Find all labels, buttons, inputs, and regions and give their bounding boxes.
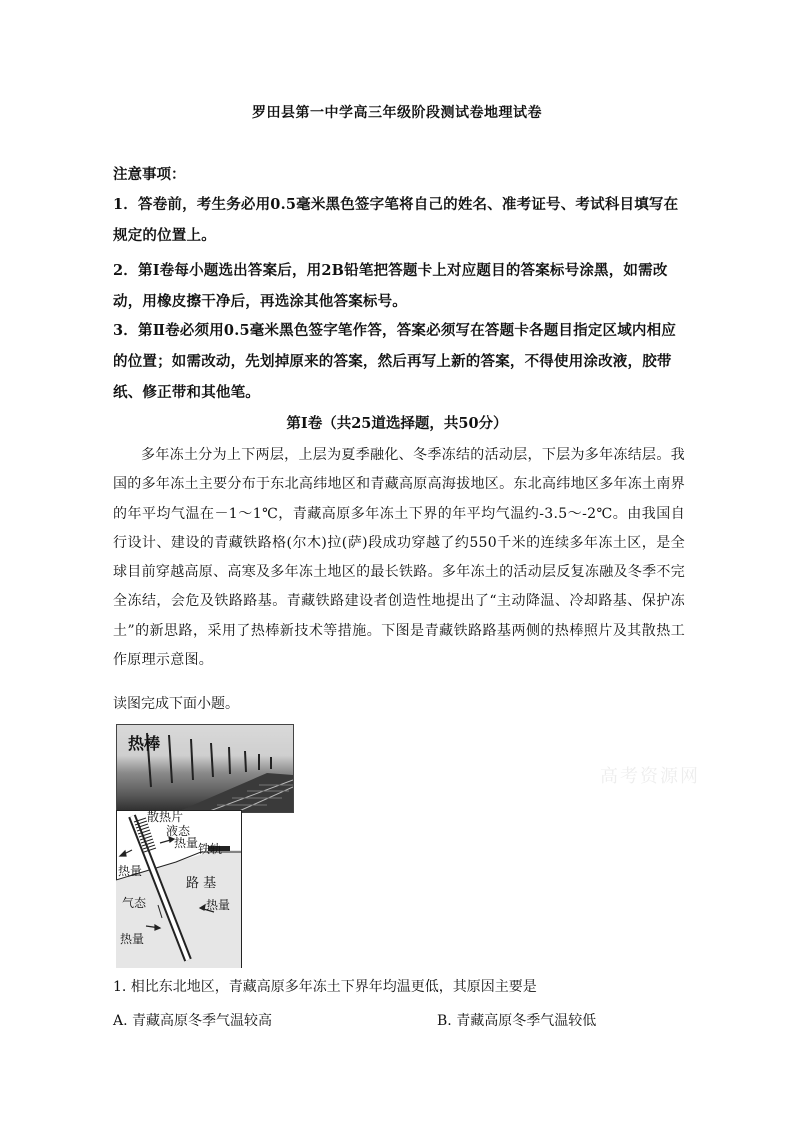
reading-passage: 多年冻土分为上下两层，上层为夏季融化、冬季冻结的活动层，下层为多年冻结层。我国的多年冻土主要分布于东北高纬地区和青藏高原高海拔地区。东北高纬地区多年冻土南界的年平均气温在－1～1℃，青藏高原多年冻土下界的年平均气温约-3.5～-2℃。由我国自行设计、建设的青藏铁路格(尔木)拉(萨)段成功穿越了约550千米的连续多年冻土区，是全球目前穿越高原、高寒及多年冻土地区的最长铁路。多年冻土的活动层反复冻融及冬季不完全冻结，会危及铁路路基。青藏铁路建设者创造性地提出了“主动降温、冷却路基、保护冻土”的新思路，采用了热棒新技术等措施。下图是青藏铁路路基两侧的热棒照片及其散热工作原理示意图。: [113, 447, 685, 669]
label-fins: 散热片: [147, 810, 184, 824]
notice-item-1: 1．答卷前，考生务必用0.5毫米黑色签字笔将自己的姓名、准考证号、考试科目填写在规定的位置上。: [113, 196, 679, 244]
read-instruction: 读图完成下面小题。: [113, 696, 239, 712]
label-heat-right: 热量: [206, 898, 231, 912]
question-1-stem: 1. 相比东北地区，青藏高原多年冻土下界年均温更低，其原因主要是: [113, 979, 537, 995]
watermark: 高考资源网: [600, 766, 700, 787]
label-liquid: 液态: [166, 824, 191, 838]
label-heat-bottom: 热量: [120, 932, 145, 946]
label-heat-top: 热量: [174, 836, 199, 850]
heat-rod-photo: [116, 724, 294, 813]
question-1-option-b: B. 青藏高原冬季气温较低: [437, 1013, 597, 1029]
photo-label: 热棒: [128, 734, 161, 753]
label-roadbed: 路 基: [186, 876, 217, 891]
section-heading: 第Ⅰ卷（共25道选择题，共50分）: [286, 415, 508, 432]
page-title: 罗田县第一中学高三年级阶段测试卷地理试卷: [252, 105, 542, 121]
label-rail: 铁轨: [198, 842, 223, 856]
label-gas: 气态: [122, 896, 147, 910]
notice-heading: 注意事项：: [113, 166, 186, 183]
diagram-labels: [116, 810, 242, 968]
notice-item-2: 2．第Ⅰ卷每小题选出答案后，用2B铅笔把答题卡上对应题目的答案标号涂黑，如需改动，用橡皮擦干净后，再选涂其他答案标号。: [113, 262, 668, 310]
notice-item-3: 3．第Ⅱ卷必须用0.5毫米黑色签字笔作答，答案必须写在答题卡各题目指定区域内相应的位置；如需改动，先划掉原来的答案，然后再写上新的答案，不得使用涂改液，胶带纸、修正带和其他笔。: [113, 322, 677, 401]
label-heat-left: 热量: [118, 864, 143, 878]
question-1-option-a: A. 青藏高原冬季气温较高: [113, 1013, 273, 1029]
